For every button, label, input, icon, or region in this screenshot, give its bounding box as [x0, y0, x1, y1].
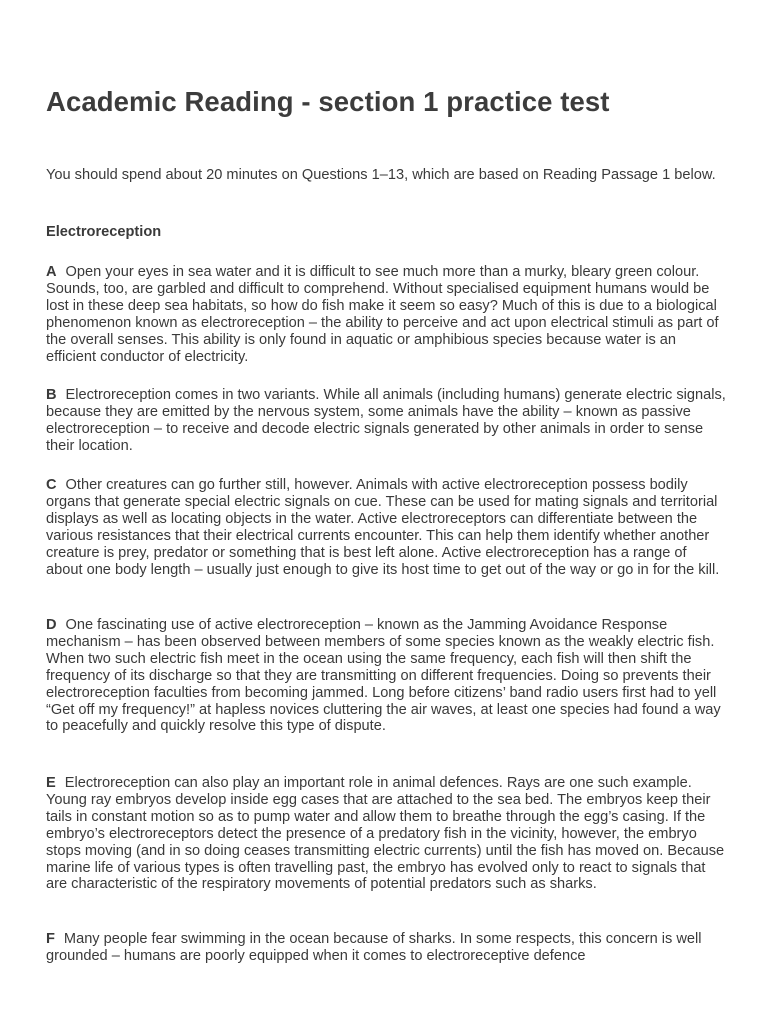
- paragraph-d: [46, 617, 726, 735]
- paragraph-text: Many people fear swimming in the ocean because of sharks. In some respects, this concern is well grounded – humans are poorly equipped when it comes to electroreceptive defence: [46, 931, 702, 964]
- paragraph-letter: E: [46, 775, 56, 791]
- paragraph-a: [46, 264, 726, 365]
- paragraph-e: [46, 775, 726, 893]
- paragraph-letter: A: [46, 264, 57, 280]
- paragraph-text: Open your eyes in sea water and it is difficult to see much more than a murky, bleary green colour. Sounds, too, are garbled and difficult to comprehend. Without specialised equipment humans would be lost in these deep sea habitats, so how do fish make it seem so easy? Much of this is due to a biological phenomenon known as electroreception – the ability to perceive and act upon electrical stimuli as part of the overall senses. This ability is only found in aquatic or amphibious species because water is an efficient conductor of electricity.: [46, 264, 719, 365]
- paragraph-text: Electroreception can also play an important role in animal defences. Rays are one such example. Young ray embryos develop inside egg cases that are attached to the sea bed. The embryos keep their tails in constant motion so as to pump water and allow them to breathe through the egg’s casing. If the embryo’s electroreceptors detect the presence of a predatory fish in the vicinity, however, the embryo stops moving (and in so doing ceases transmitting electric currents) until the fish has moved on. Because marine life of various types is often travelling past, the embryo has evolved only to react to signals that are characteristic of the respiratory movements of potential predators such as sharks.: [46, 775, 725, 893]
- paragraph-text: Electroreception comes in two variants. While all animals (including humans) generate electric signals, because they are emitted by the nervous system, some animals have the ability – known as passive electroreception – to receive and decode electric signals generated by other animals in order to sense their location.: [46, 387, 726, 454]
- paragraph-f: [46, 931, 726, 965]
- instructions-text: You should spend about 20 minutes on Questions 1–13, which are based on Reading Passage 1 below.: [46, 167, 716, 183]
- paragraph-letter: C: [46, 477, 57, 493]
- paragraph-letter: F: [46, 931, 55, 947]
- passage-heading: Electroreception: [46, 224, 162, 240]
- paragraph-text: Other creatures can go further still, however. Animals with active electroreception possess bodily organs that generate special electric signals on cue. These can be used for mating signals and territorial displays as well as locating objects in the water. Active electroreceptors can differentiate between the various resistances that their electrical currents encounter. This can help them identify whether another creature is prey, predator or something that is best left alone. Active electroreception has a range of about one body length – usually just enough to give its host time to get out of the way or go in for the kill.: [46, 477, 720, 578]
- paragraph-text: One fascinating use of active electroreception – known as the Jamming Avoidance Response mechanism – has been observed between members of some species known as the weakly electric fish. When two such electric fish meet in the ocean using the same frequency, each fish will then shift the frequency of its discharge so that they are transmitting on different frequencies. Doing so prevents their electroreception faculties from becoming jammed. Long before citizens’ band radio users first had to yell “Get off my frequency!” at hapless novices cluttering the air waves, at least one species had found a way to peacefully and quickly resolve this type of dispute.: [46, 617, 721, 735]
- paragraph-b: [46, 387, 726, 455]
- paragraph-c: [46, 477, 726, 578]
- paragraph-letter: B: [46, 387, 57, 403]
- page-title: Academic Reading - section 1 practice test: [46, 86, 610, 117]
- paragraph-letter: D: [46, 617, 57, 633]
